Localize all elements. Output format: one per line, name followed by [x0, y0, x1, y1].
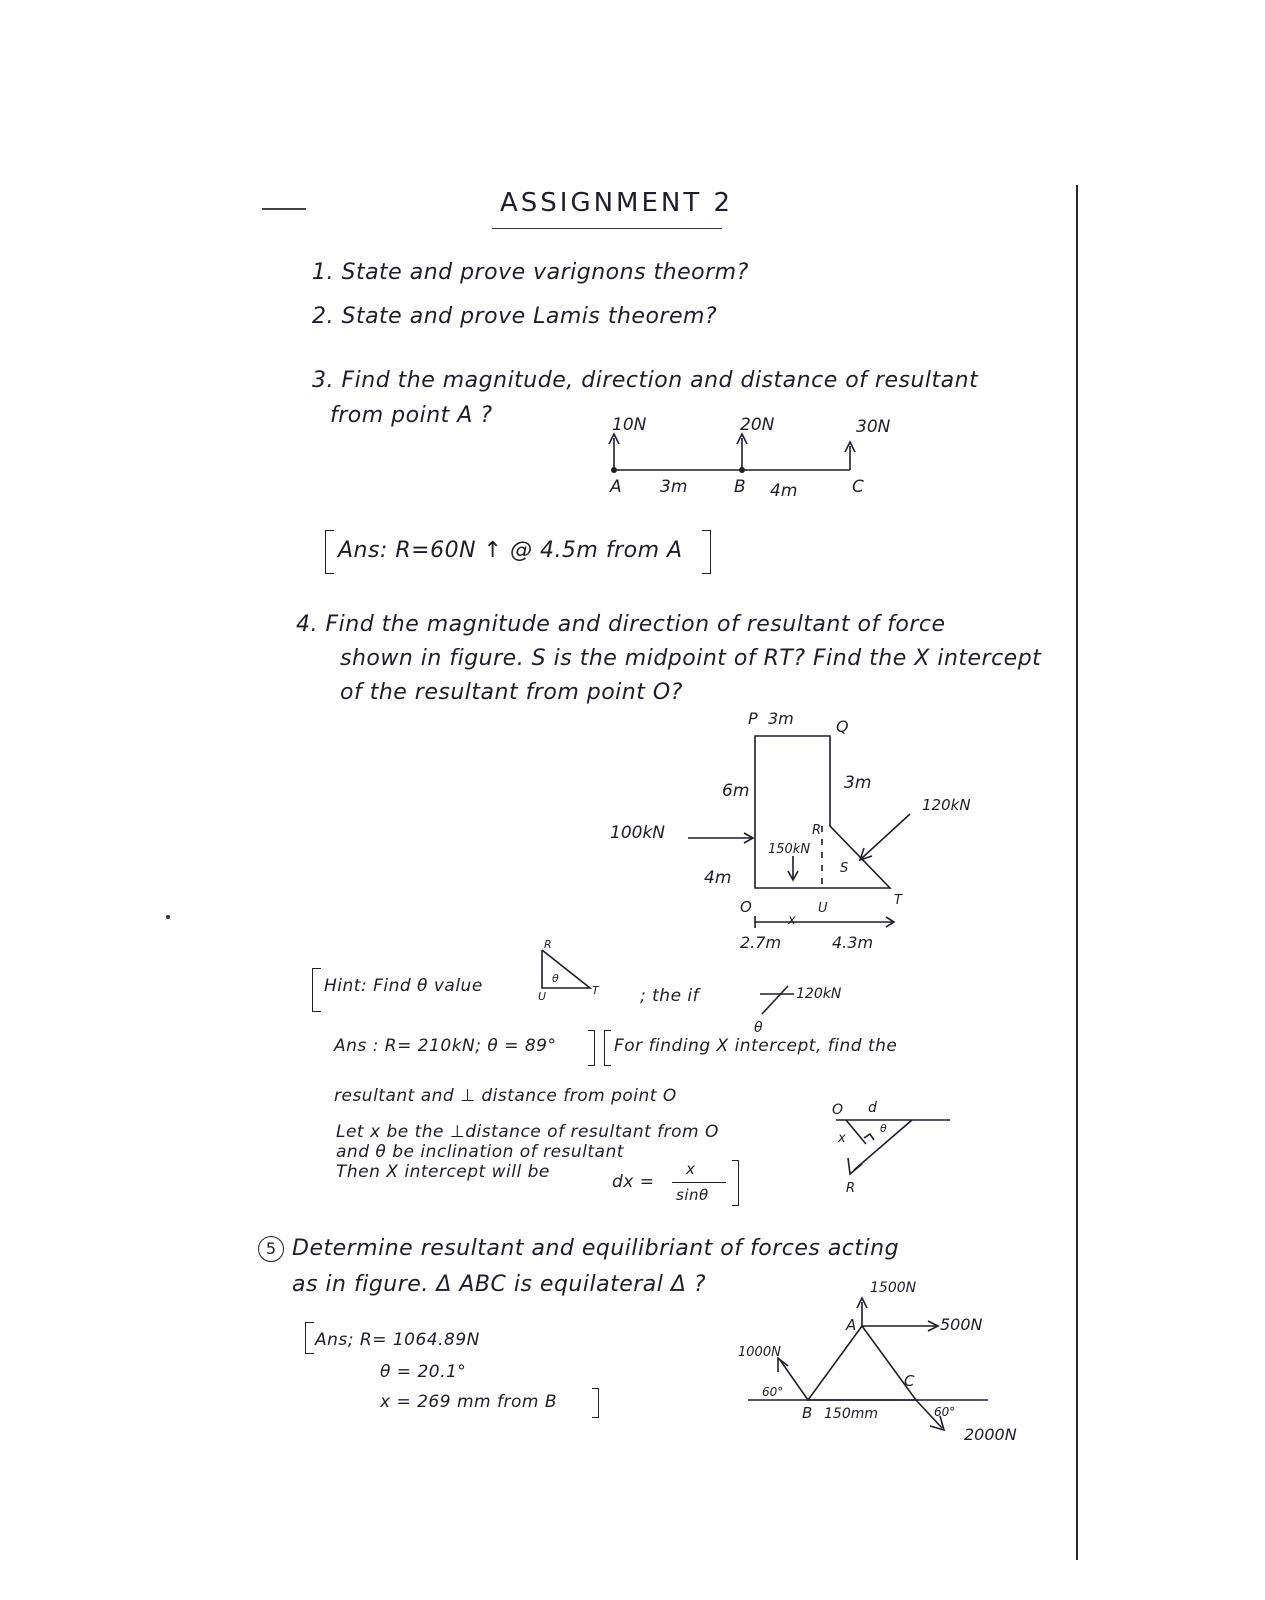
note-line2: resultant and ⊥ distance from point O [334, 1086, 677, 1106]
hint-label-u: U [538, 990, 547, 1003]
q5-triangle-figure [728, 1280, 1034, 1444]
label-span-4m: 4m [770, 481, 798, 501]
label-b: B [802, 1404, 813, 1422]
sketch-label-theta: θ [754, 1020, 763, 1036]
formula-denominator: sinθ [676, 1186, 709, 1204]
label-100kn: 100kN [610, 823, 666, 843]
hint-label-theta: θ [552, 972, 559, 985]
label-o: O [740, 898, 752, 916]
label-span-3m: 3m [660, 477, 688, 497]
label-p: P [748, 709, 758, 728]
intercept-sketch [830, 1092, 960, 1202]
hint-label-t: T [592, 984, 599, 997]
note-line1: For finding X intercept, find the [614, 1036, 898, 1056]
label-top-3m: 3m [768, 709, 794, 728]
note-bracket [604, 1030, 611, 1066]
answer-4-bracket [588, 1030, 595, 1066]
force-arrow-1000n [780, 1360, 808, 1400]
intercept-arrowhead [848, 1158, 862, 1174]
label-point-a: A [610, 477, 622, 497]
page-edge-line [1076, 185, 1078, 1560]
intercept-label-r: R [846, 1181, 856, 1196]
question-4-line3: of the resultant from point O? [340, 680, 683, 705]
triangle-abc [808, 1326, 916, 1400]
answer-bracket-right [702, 530, 711, 574]
hint-bracket [312, 968, 321, 1012]
label-1000n: 1000N [738, 1345, 781, 1360]
page-dot [166, 915, 170, 919]
question-5-number: 5 [258, 1236, 284, 1262]
label-s: S [840, 861, 849, 876]
label-angle-c: 60° [934, 1405, 956, 1419]
force-arrow-120kn [862, 814, 910, 858]
note-line5: Then X intercept will be [336, 1162, 550, 1182]
label-c: C [904, 1372, 915, 1390]
hint-force-sketch [748, 976, 858, 1036]
label-right-3m: 3m [844, 773, 872, 793]
margin-dash [262, 208, 306, 210]
sketch-inclined [762, 986, 788, 1014]
label-120kn: 120kN [922, 796, 971, 814]
answer-bracket-left [325, 530, 334, 574]
question-4-answer: Ans : R= 210kN; θ = 89° [334, 1036, 557, 1056]
note-line3: Let x be the ⊥distance of resultant from O [336, 1122, 719, 1142]
note-line4: and θ be inclination of resultant [336, 1142, 624, 1162]
intercept-label-d: d [868, 1100, 877, 1116]
question-3-answer: Ans: R=60N ↑ @ 4.5m from A [338, 538, 683, 563]
label-r: R [812, 823, 822, 838]
question-4-line2: shown in figure. S is the midpoint of RT? Find the X intercept [340, 646, 1042, 671]
label-angle-b: 60° [762, 1385, 784, 1399]
hint-triangle [542, 950, 590, 988]
intercept-label-o: O [832, 1102, 844, 1118]
label-point-b: B [734, 477, 746, 497]
label-4-3m: 4.3m [832, 933, 874, 952]
label-4m: 4m [704, 868, 732, 888]
label-point-c: C [852, 477, 864, 497]
hint-the-if: ; the if [640, 986, 700, 1006]
question-1: 1. State and prove varignons theorm? [312, 260, 749, 285]
question-3-line2: from point A ? [330, 403, 493, 428]
label-1500n: 1500N [870, 1280, 917, 1296]
question-4-line1: 4. Find the magnitude and direction of resultant of force [296, 612, 946, 637]
page-title: ASSIGNMENT 2 [500, 188, 734, 218]
formula-fraction-bar [672, 1182, 726, 1183]
question-5-answer-theta: θ = 20.1° [380, 1362, 467, 1382]
intercept-perpendicular [846, 1120, 866, 1144]
sketch-label-120kn: 120kN [796, 986, 842, 1002]
formula-numerator: x [686, 1160, 696, 1178]
label-2-7m: 2.7m [740, 933, 782, 952]
hint-text: Hint: Find θ value [324, 976, 483, 996]
intercept-right-angle [864, 1134, 874, 1140]
q3-beam-figure [590, 415, 891, 510]
question-2: 2. State and prove Lamis theorem? [312, 304, 718, 329]
question-5-answer-r: Ans; R= 1064.89N [315, 1330, 480, 1350]
label-150mm: 150mm [824, 1406, 878, 1422]
formula-lhs: dx = [612, 1172, 655, 1192]
q4-frame-figure [600, 708, 1010, 978]
question-5-line2: as in figure. Δ ABC is equilateral Δ ? [292, 1272, 707, 1297]
intercept-label-x: x [838, 1131, 846, 1146]
question-5-answer-x: x = 269 mm from B [380, 1392, 557, 1412]
label-10n: 10N [612, 415, 647, 435]
label-6m: 6m [722, 781, 750, 801]
question-5-line1: Determine resultant and equilibriant of forces acting [292, 1236, 900, 1261]
label-2000n: 2000N [964, 1425, 1017, 1444]
label-t: T [894, 893, 902, 908]
label-30n: 30N [856, 417, 891, 437]
label-500n: 500N [940, 1315, 983, 1334]
label-a: A [846, 1316, 857, 1334]
label-x: x [788, 913, 796, 928]
question-3-line1: 3. Find the magnitude, direction and distance of resultant [312, 368, 979, 393]
formula-bracket [732, 1160, 739, 1206]
label-20n: 20N [740, 415, 775, 435]
answer-5-bracket-left [305, 1322, 314, 1354]
label-q: Q [836, 717, 849, 736]
answer-5-bracket-right [592, 1388, 599, 1418]
label-150kn: 150kN [768, 842, 811, 857]
label-u: U [818, 901, 828, 916]
intercept-label-theta: θ [880, 1122, 887, 1135]
hint-label-r: R [544, 938, 552, 951]
hint-triangle-sketch [530, 938, 610, 1008]
title-underline [492, 228, 722, 229]
